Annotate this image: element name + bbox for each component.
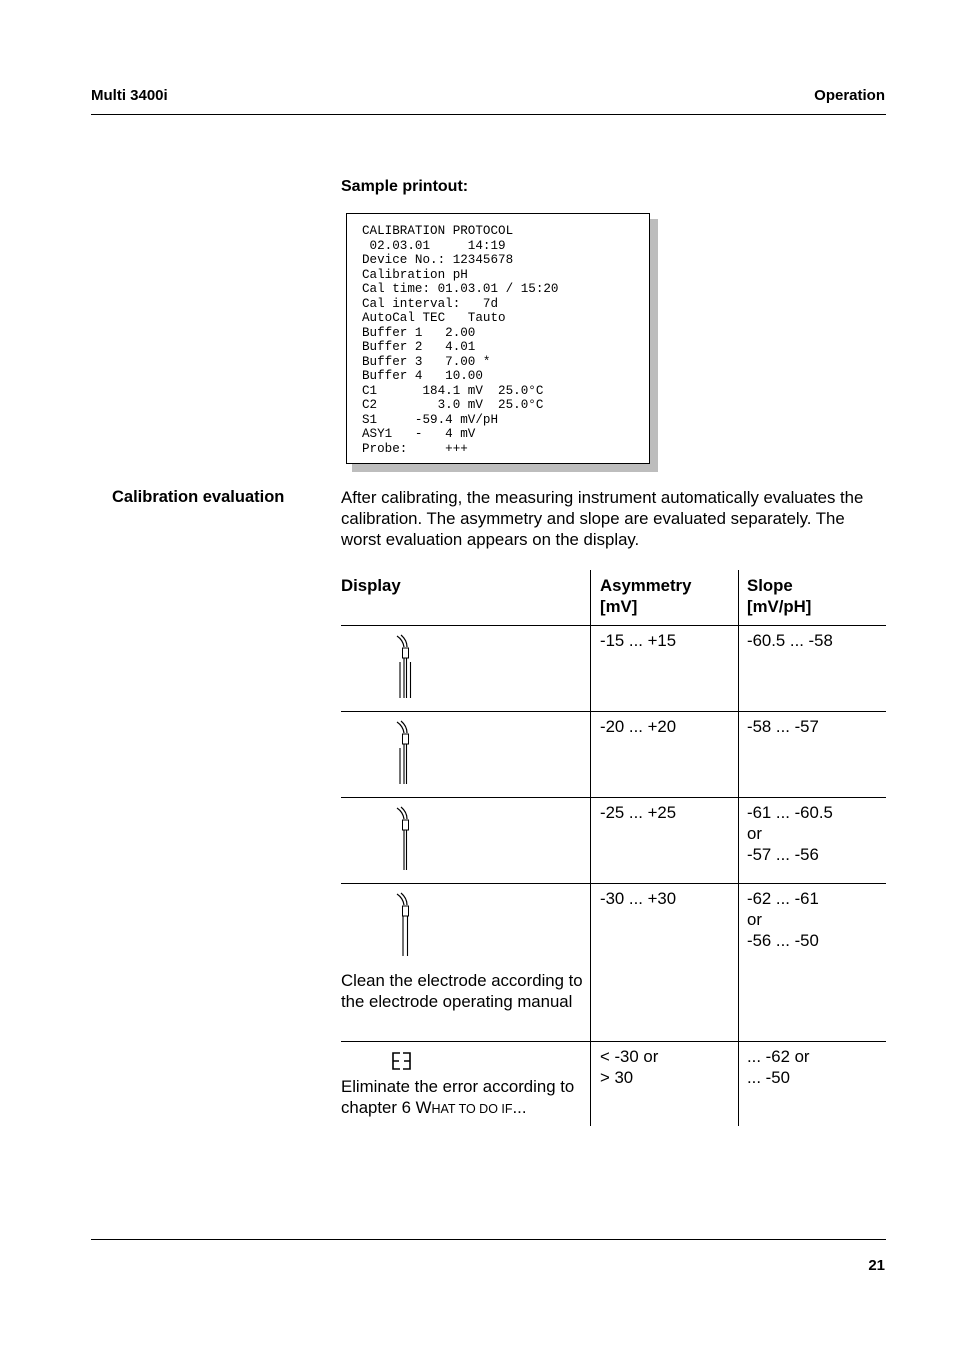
- electrode-2-bars-icon: [392, 720, 416, 788]
- printout-line: Cal time: 01.03.01 / 15:20: [362, 282, 559, 296]
- table-row-divider: [341, 711, 886, 712]
- calibration-evaluation-text: After calibrating, the measuring instrument automatically evaluates the calibration. The asymmetry and slope are evaluated separately. The worst evaluation appears on the display.: [341, 488, 864, 549]
- printout-line: CALIBRATION PROTOCOL: [362, 224, 514, 238]
- display-instruction-text: Clean the electrode according to the electrode operating manual: [341, 971, 583, 1011]
- header-product-name: Multi 3400i: [91, 87, 168, 104]
- printout-line: C1 184.1 mV 25.0°C: [362, 383, 544, 398]
- printout-box: [346, 213, 650, 464]
- printout-line: Calibration pH: [362, 267, 468, 282]
- asymmetry-value: < -30 or > 30: [600, 1047, 659, 1087]
- calibration-evaluation-heading: Calibration evaluation: [112, 488, 285, 506]
- table-row-divider: [341, 797, 886, 798]
- printout-line: Buffer 2 4.01: [362, 340, 476, 354]
- asymmetry-value: -30 ... +30: [600, 889, 677, 908]
- slope-value: ... -62 or ... -50: [747, 1047, 810, 1087]
- page-number: 21: [868, 1257, 885, 1274]
- header-rule: [91, 114, 886, 115]
- printout-line: AutoCal TEC Tauto: [362, 311, 506, 325]
- printout-line: C2 3.0 mV 25.0°C: [362, 398, 544, 412]
- header-section-name: Operation: [814, 87, 885, 104]
- chapter-link-smallcaps: HAT TO DO IF: [431, 1102, 513, 1116]
- asymmetry-value: -25 ... +25: [600, 803, 677, 822]
- slope-value: -58 ... -57: [747, 717, 819, 736]
- instruction-suffix: ...: [512, 1098, 527, 1117]
- error-e3-icon: [391, 1050, 413, 1072]
- printout-line: Buffer 1 2.00: [362, 325, 476, 340]
- table-row-divider: [341, 883, 886, 884]
- column-header-display: Display: [341, 576, 401, 595]
- table-column-divider: [590, 570, 591, 1126]
- electrode-3-bars-icon: [392, 634, 416, 702]
- printout-line: Buffer 3 7.00 *: [362, 354, 491, 369]
- footer-rule: [91, 1239, 886, 1240]
- column-header-slope: Slope [mV/pH]: [747, 576, 812, 616]
- printout-line: 02.03.01 14:19: [362, 238, 506, 253]
- slope-value: -61 ... -60.5 or -57 ... -56: [747, 803, 833, 864]
- slope-value: -60.5 ... -58: [747, 631, 833, 650]
- printout-lines: [362, 224, 559, 456]
- printout-line: S1 -59.4 mV/pH: [362, 412, 499, 427]
- slope-value: -62 ... -61 or -56 ... -50: [747, 889, 819, 950]
- display-instruction-text: [341, 1076, 586, 1120]
- asymmetry-value: -20 ... +20: [600, 717, 677, 736]
- table-row-divider: [341, 625, 886, 626]
- asymmetry-value: -15 ... +15: [600, 631, 677, 650]
- printout-line: Probe: +++: [362, 441, 468, 456]
- sample-printout-title: Sample printout:: [341, 178, 469, 195]
- printout-line: Cal interval: 7d: [362, 296, 499, 311]
- electrode-1-bar-icon: [392, 806, 416, 874]
- printout-line: Device No.: 12345678: [362, 253, 514, 267]
- printout-line: Buffer 4 10.00: [362, 369, 483, 383]
- table-column-divider: [738, 570, 739, 1126]
- electrode-no-bar-icon: [392, 892, 416, 960]
- table-row-divider: [341, 1041, 886, 1042]
- instruction-prefix: Eliminate the error according to chapter 6 W: [341, 1077, 575, 1117]
- column-header-asymmetry: Asymmetry [mV]: [600, 576, 692, 616]
- printout-line: ASY1 - 4 mV: [362, 427, 476, 441]
